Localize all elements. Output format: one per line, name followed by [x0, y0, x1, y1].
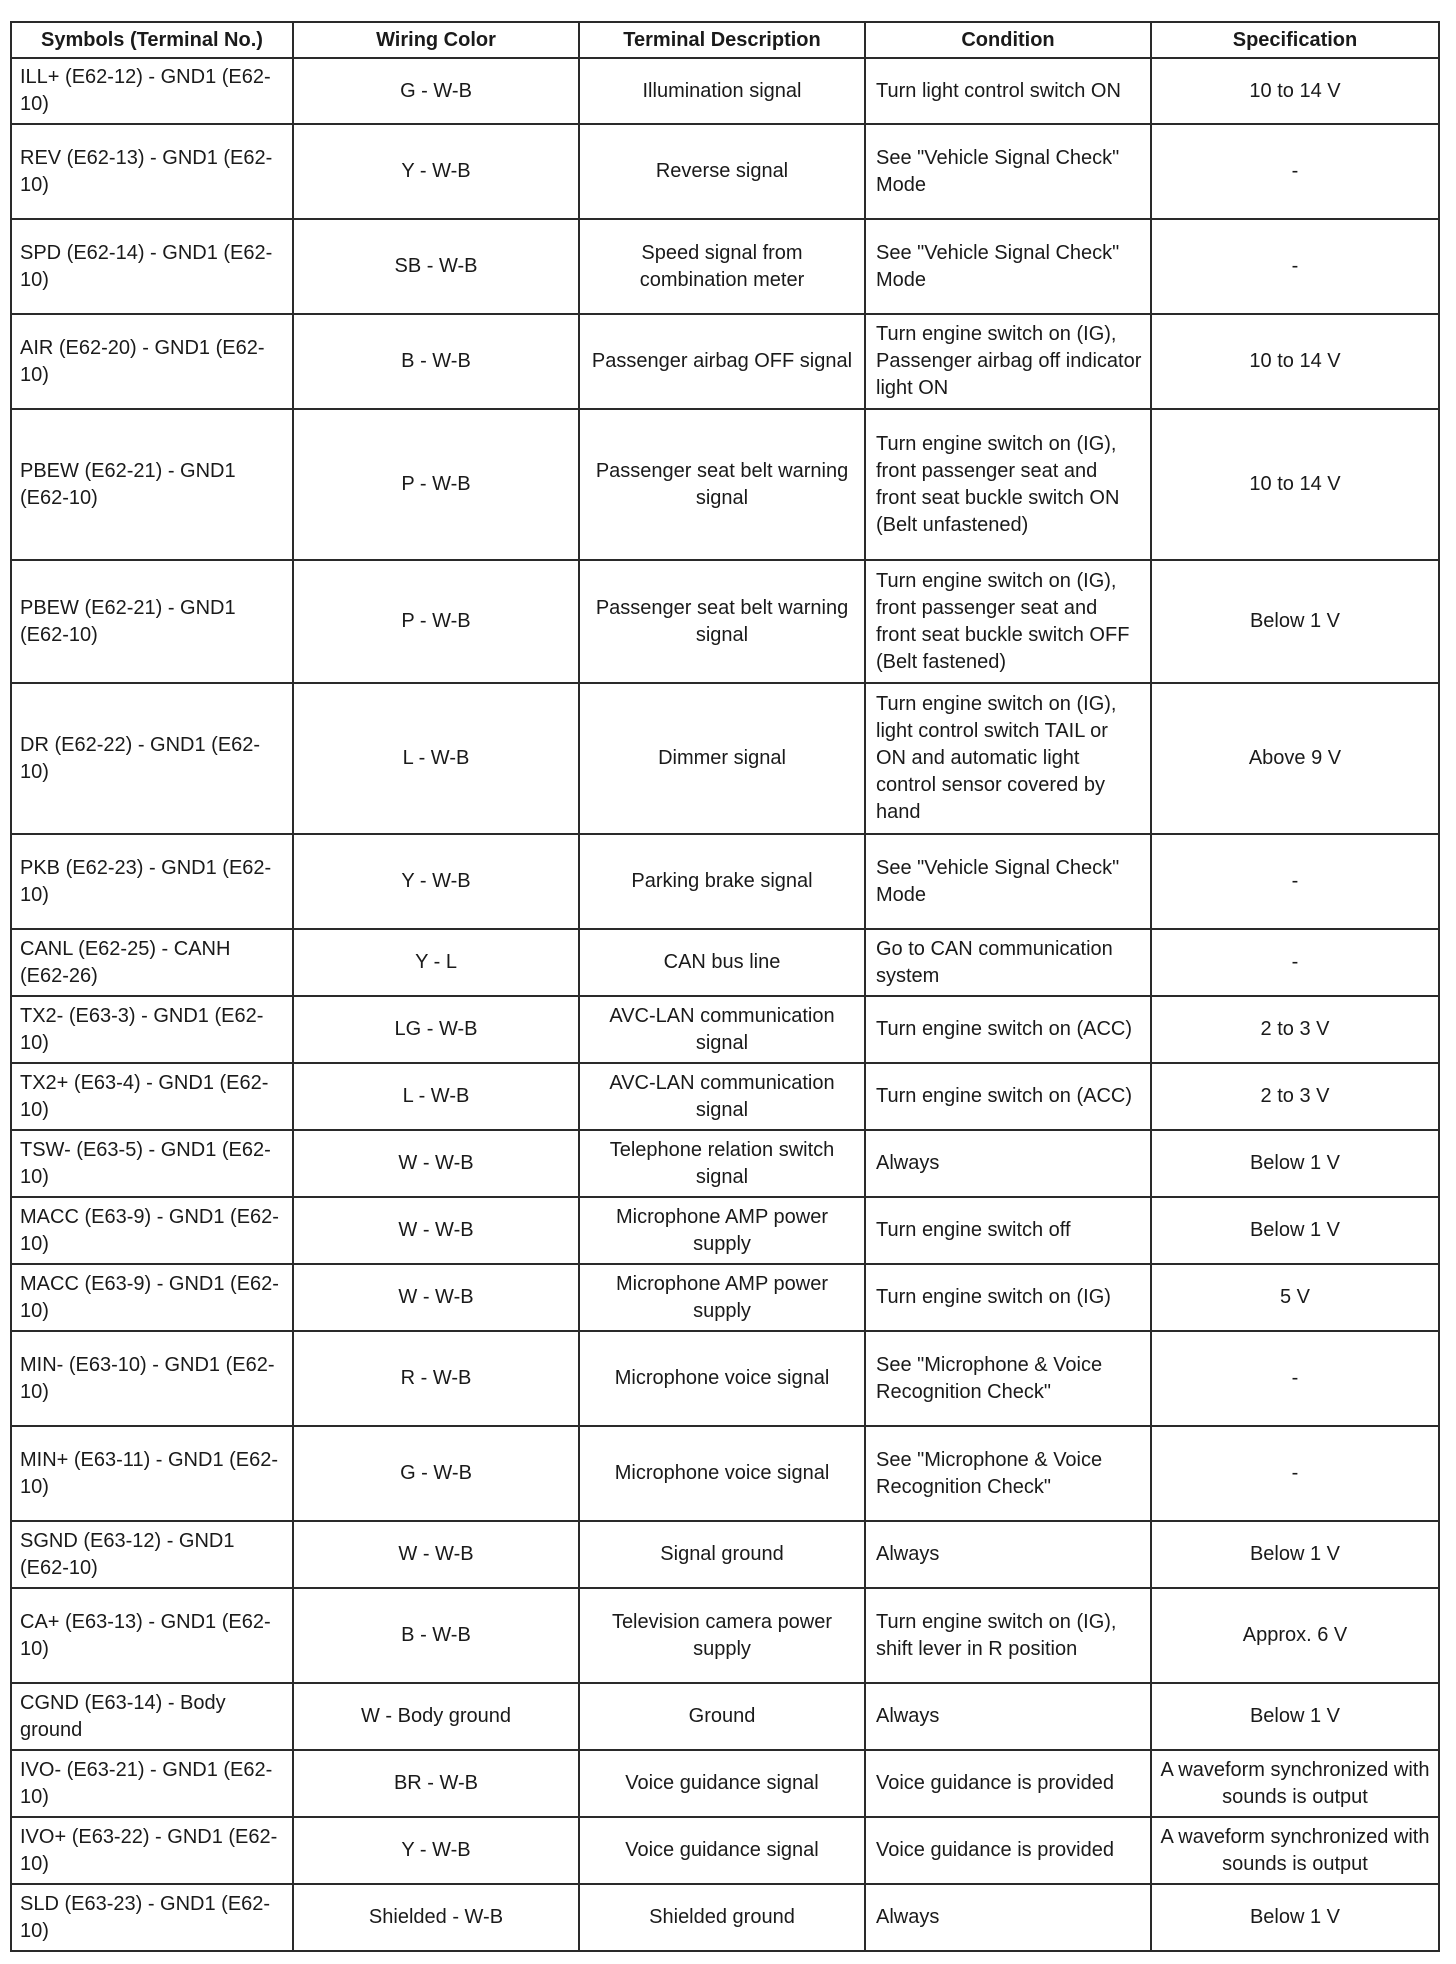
cell-symbol: MIN+ (E63-11) - GND1 (E62-10) — [11, 1426, 293, 1521]
table-row — [11, 1130, 1439, 1197]
cell-symbol: TX2- (E63-3) - GND1 (E62-10) — [11, 996, 293, 1063]
table-row — [11, 1426, 1439, 1521]
cell-terminal-description: Microphone AMP power supply — [579, 1197, 865, 1264]
cell-specification: A waveform synchronized with sounds is output — [1151, 1750, 1439, 1817]
cell-condition: Voice guidance is provided — [865, 1750, 1151, 1817]
cell-terminal-description: Voice guidance signal — [579, 1817, 865, 1884]
cell-symbol: ILL+ (E62-12) - GND1 (E62-10) — [11, 58, 293, 124]
cell-terminal-description: Signal ground — [579, 1521, 865, 1588]
cell-terminal-description: Television camera power supply — [579, 1588, 865, 1683]
cell-specification: 5 V — [1151, 1264, 1439, 1331]
table-row — [11, 1750, 1439, 1817]
cell-symbol: TSW- (E63-5) - GND1 (E62-10) — [11, 1130, 293, 1197]
cell-terminal-description: CAN bus line — [579, 929, 865, 996]
header-wiring-color: Wiring Color — [293, 22, 579, 58]
table-row — [11, 560, 1439, 683]
cell-symbol: AIR (E62-20) - GND1 (E62-10) — [11, 314, 293, 409]
cell-specification: Below 1 V — [1151, 560, 1439, 683]
cell-specification: - — [1151, 219, 1439, 314]
cell-symbol: IVO+ (E63-22) - GND1 (E62-10) — [11, 1817, 293, 1884]
cell-condition: See "Vehicle Signal Check" Mode — [865, 219, 1151, 314]
cell-wiring-color: G - W-B — [293, 1426, 579, 1521]
cell-terminal-description: Telephone relation switch signal — [579, 1130, 865, 1197]
header-condition: Condition — [865, 22, 1151, 58]
cell-wiring-color: LG - W-B — [293, 996, 579, 1063]
cell-condition: Always — [865, 1521, 1151, 1588]
table-row — [11, 1063, 1439, 1130]
cell-symbol: TX2+ (E63-4) - GND1 (E62-10) — [11, 1063, 293, 1130]
cell-terminal-description: Passenger seat belt warning signal — [579, 409, 865, 560]
cell-condition: See "Microphone & Voice Recognition Check" — [865, 1426, 1151, 1521]
cell-wiring-color: Y - L — [293, 929, 579, 996]
cell-wiring-color: Y - W-B — [293, 124, 579, 219]
table-row — [11, 1197, 1439, 1264]
cell-symbol: CA+ (E63-13) - GND1 (E62-10) — [11, 1588, 293, 1683]
cell-wiring-color: W - W-B — [293, 1130, 579, 1197]
cell-condition: Always — [865, 1683, 1151, 1750]
terminal-spec-table — [10, 21, 1440, 1952]
table-body — [11, 58, 1439, 1951]
cell-wiring-color: SB - W-B — [293, 219, 579, 314]
cell-wiring-color: Y - W-B — [293, 1817, 579, 1884]
header-terminal-description: Terminal Description — [579, 22, 865, 58]
cell-specification: Below 1 V — [1151, 1197, 1439, 1264]
cell-terminal-description: Voice guidance signal — [579, 1750, 865, 1817]
cell-symbol: SGND (E63-12) - GND1 (E62-10) — [11, 1521, 293, 1588]
cell-terminal-description: Microphone voice signal — [579, 1331, 865, 1426]
cell-specification: - — [1151, 124, 1439, 219]
cell-specification: - — [1151, 1426, 1439, 1521]
cell-specification: - — [1151, 929, 1439, 996]
table-row — [11, 929, 1439, 996]
cell-specification: 10 to 14 V — [1151, 409, 1439, 560]
cell-wiring-color: Shielded - W-B — [293, 1884, 579, 1951]
cell-wiring-color: B - W-B — [293, 314, 579, 409]
cell-terminal-description: AVC-LAN communication signal — [579, 1063, 865, 1130]
cell-condition: See "Vehicle Signal Check" Mode — [865, 124, 1151, 219]
cell-condition: Turn engine switch on (IG) — [865, 1264, 1151, 1331]
cell-specification: Below 1 V — [1151, 1884, 1439, 1951]
cell-wiring-color: L - W-B — [293, 1063, 579, 1130]
cell-terminal-description: Microphone voice signal — [579, 1426, 865, 1521]
cell-condition: Voice guidance is provided — [865, 1817, 1151, 1884]
cell-terminal-description: Ground — [579, 1683, 865, 1750]
cell-terminal-description: Illumination signal — [579, 58, 865, 124]
table-row — [11, 1884, 1439, 1951]
cell-wiring-color: Y - W-B — [293, 834, 579, 929]
table-row — [11, 58, 1439, 124]
cell-symbol: PKB (E62-23) - GND1 (E62-10) — [11, 834, 293, 929]
cell-symbol: REV (E62-13) - GND1 (E62-10) — [11, 124, 293, 219]
cell-condition: See "Microphone & Voice Recognition Check" — [865, 1331, 1151, 1426]
cell-specification: A waveform synchronized with sounds is output — [1151, 1817, 1439, 1884]
table-row — [11, 996, 1439, 1063]
table-row — [11, 834, 1439, 929]
table-row — [11, 124, 1439, 219]
cell-symbol: SLD (E63-23) - GND1 (E62-10) — [11, 1884, 293, 1951]
table-row — [11, 1521, 1439, 1588]
cell-symbol: MACC (E63-9) - GND1 (E62-10) — [11, 1264, 293, 1331]
cell-wiring-color: P - W-B — [293, 560, 579, 683]
cell-wiring-color: R - W-B — [293, 1331, 579, 1426]
cell-specification: 2 to 3 V — [1151, 1063, 1439, 1130]
cell-terminal-description: Dimmer signal — [579, 683, 865, 834]
cell-condition: Go to CAN communication system — [865, 929, 1151, 996]
terminal-spec-sheet — [10, 21, 1438, 1952]
cell-wiring-color: P - W-B — [293, 409, 579, 560]
cell-wiring-color: W - W-B — [293, 1521, 579, 1588]
table-row — [11, 314, 1439, 409]
cell-terminal-description: Passenger airbag OFF signal — [579, 314, 865, 409]
table-row — [11, 1264, 1439, 1331]
cell-symbol: MIN- (E63-10) - GND1 (E62-10) — [11, 1331, 293, 1426]
table-row — [11, 1817, 1439, 1884]
cell-condition: Turn engine switch off — [865, 1197, 1151, 1264]
cell-wiring-color: W - W-B — [293, 1264, 579, 1331]
cell-condition: See "Vehicle Signal Check" Mode — [865, 834, 1151, 929]
cell-terminal-description: AVC-LAN communication signal — [579, 996, 865, 1063]
cell-specification: - — [1151, 834, 1439, 929]
cell-specification: 10 to 14 V — [1151, 314, 1439, 409]
cell-condition: Turn engine switch on (IG), Passenger airbag off indicator light ON — [865, 314, 1151, 409]
cell-wiring-color: BR - W-B — [293, 1750, 579, 1817]
cell-specification: 2 to 3 V — [1151, 996, 1439, 1063]
cell-terminal-description: Shielded ground — [579, 1884, 865, 1951]
cell-specification: - — [1151, 1331, 1439, 1426]
table-row — [11, 1588, 1439, 1683]
cell-symbol: CGND (E63-14) - Body ground — [11, 1683, 293, 1750]
cell-condition: Turn engine switch on (IG), front passenger seat and front seat buckle switch ON (Belt unfastened) — [865, 409, 1151, 560]
cell-condition: Always — [865, 1130, 1151, 1197]
table-row — [11, 1683, 1439, 1750]
cell-symbol: IVO- (E63-21) - GND1 (E62-10) — [11, 1750, 293, 1817]
cell-symbol: PBEW (E62-21) - GND1 (E62-10) — [11, 560, 293, 683]
cell-symbol: MACC (E63-9) - GND1 (E62-10) — [11, 1197, 293, 1264]
header-symbols: Symbols (Terminal No.) — [11, 22, 293, 58]
cell-condition: Always — [865, 1884, 1151, 1951]
cell-wiring-color: G - W-B — [293, 58, 579, 124]
cell-terminal-description: Passenger seat belt warning signal — [579, 560, 865, 683]
cell-terminal-description: Reverse signal — [579, 124, 865, 219]
cell-terminal-description: Parking brake signal — [579, 834, 865, 929]
cell-condition: Turn engine switch on (ACC) — [865, 1063, 1151, 1130]
cell-condition: Turn light control switch ON — [865, 58, 1151, 124]
table-header-row — [11, 22, 1439, 58]
cell-terminal-description: Speed signal from combination meter — [579, 219, 865, 314]
cell-wiring-color: L - W-B — [293, 683, 579, 834]
cell-condition: Turn engine switch on (ACC) — [865, 996, 1151, 1063]
cell-wiring-color: W - Body ground — [293, 1683, 579, 1750]
cell-symbol: CANL (E62-25) - CANH (E62-26) — [11, 929, 293, 996]
cell-specification: Below 1 V — [1151, 1130, 1439, 1197]
table-row — [11, 1331, 1439, 1426]
cell-symbol: PBEW (E62-21) - GND1 (E62-10) — [11, 409, 293, 560]
cell-specification: 10 to 14 V — [1151, 58, 1439, 124]
cell-specification: Below 1 V — [1151, 1521, 1439, 1588]
table-row — [11, 683, 1439, 834]
cell-condition: Turn engine switch on (IG), front passenger seat and front seat buckle switch OFF (Belt fastened) — [865, 560, 1151, 683]
cell-condition: Turn engine switch on (IG), light control switch TAIL or ON and automatic light control sensor covered by hand — [865, 683, 1151, 834]
header-specification: Specification — [1151, 22, 1439, 58]
cell-wiring-color: W - W-B — [293, 1197, 579, 1264]
table-row — [11, 409, 1439, 560]
cell-terminal-description: Microphone AMP power supply — [579, 1264, 865, 1331]
cell-specification: Below 1 V — [1151, 1683, 1439, 1750]
table-row — [11, 219, 1439, 314]
cell-specification: Approx. 6 V — [1151, 1588, 1439, 1683]
cell-symbol: SPD (E62-14) - GND1 (E62-10) — [11, 219, 293, 314]
cell-specification: Above 9 V — [1151, 683, 1439, 834]
cell-symbol: DR (E62-22) - GND1 (E62-10) — [11, 683, 293, 834]
cell-condition: Turn engine switch on (IG), shift lever in R position — [865, 1588, 1151, 1683]
cell-wiring-color: B - W-B — [293, 1588, 579, 1683]
